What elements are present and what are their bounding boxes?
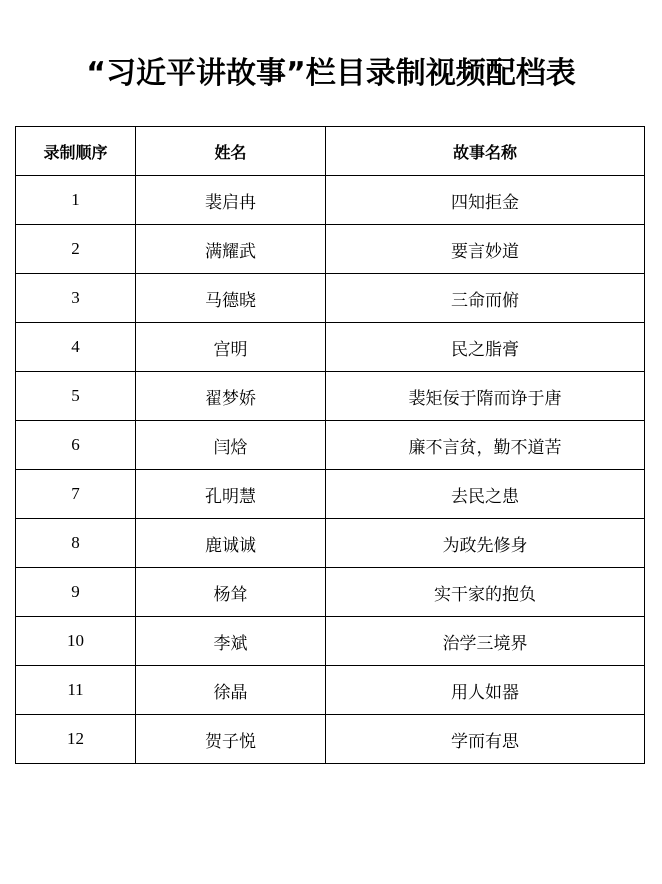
cell-story: 民之脂膏: [326, 323, 645, 372]
cell-story: 实干家的抱负: [326, 568, 645, 617]
cell-story: 廉不言贫，勤不道苦: [326, 421, 645, 470]
cell-order: 1: [16, 176, 136, 225]
cell-name: 闫焓: [136, 421, 326, 470]
table-row: [16, 617, 645, 666]
table-row: [16, 470, 645, 519]
table-row: [16, 666, 645, 715]
cell-order: 7: [16, 470, 136, 519]
cell-order: 10: [16, 617, 136, 666]
cell-story: 裴矩佞于隋而诤于唐: [326, 372, 645, 421]
cell-name: 宫明: [136, 323, 326, 372]
table-row: [16, 323, 645, 372]
cell-name: 鹿诚诚: [136, 519, 326, 568]
cell-story: 为政先修身: [326, 519, 645, 568]
header-order: 录制顺序: [16, 127, 136, 176]
table-header-row: [16, 127, 645, 176]
cell-order: 6: [16, 421, 136, 470]
cell-order: 11: [16, 666, 136, 715]
cell-name: 李斌: [136, 617, 326, 666]
cell-story: 治学三境界: [326, 617, 645, 666]
table-row: [16, 568, 645, 617]
recording-schedule-table: [15, 126, 645, 764]
cell-name: 徐晶: [136, 666, 326, 715]
table-row: [16, 372, 645, 421]
cell-order: 5: [16, 372, 136, 421]
cell-name: 翟梦娇: [136, 372, 326, 421]
table-row: [16, 715, 645, 764]
cell-story: 去民之患: [326, 470, 645, 519]
cell-story: 三命而俯: [326, 274, 645, 323]
cell-order: 2: [16, 225, 136, 274]
cell-order: 12: [16, 715, 136, 764]
cell-story: 要言妙道: [326, 225, 645, 274]
document-title: “习近平讲故事”栏目录制视频配档表: [86, 56, 576, 91]
cell-order: 9: [16, 568, 136, 617]
table-row: [16, 421, 645, 470]
cell-story: 学而有思: [326, 715, 645, 764]
cell-name: 满耀武: [136, 225, 326, 274]
table-row: [16, 274, 645, 323]
cell-name: 孔明慧: [136, 470, 326, 519]
table-row: [16, 225, 645, 274]
cell-order: 3: [16, 274, 136, 323]
cell-name: 马德晓: [136, 274, 326, 323]
header-story: 故事名称: [326, 127, 645, 176]
cell-order: 8: [16, 519, 136, 568]
cell-order: 4: [16, 323, 136, 372]
cell-story: 四知拒金: [326, 176, 645, 225]
header-name: 姓名: [136, 127, 326, 176]
cell-name: 裴启冉: [136, 176, 326, 225]
cell-name: 杨耸: [136, 568, 326, 617]
cell-story: 用人如器: [326, 666, 645, 715]
table-row: [16, 519, 645, 568]
cell-name: 贺子悦: [136, 715, 326, 764]
table-row: [16, 176, 645, 225]
